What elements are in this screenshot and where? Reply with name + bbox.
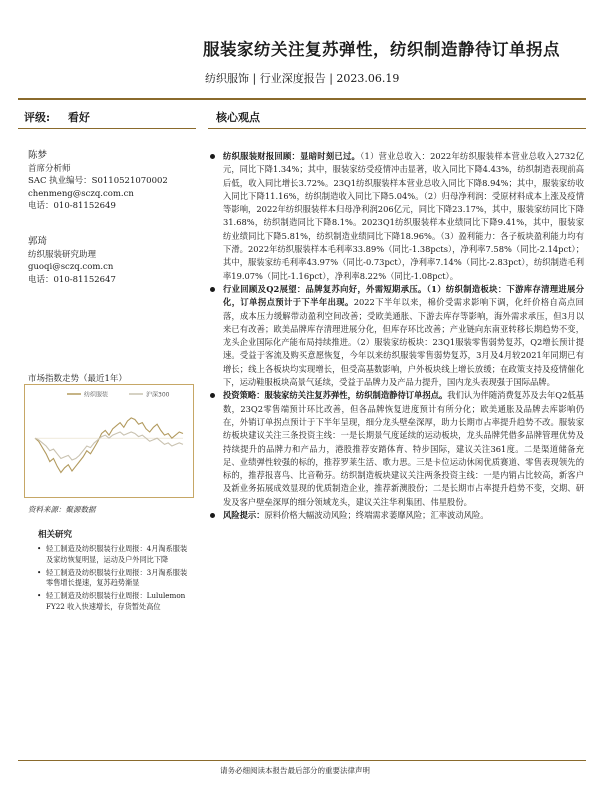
analyst-role: 纺织服装研究助理: [28, 249, 97, 260]
legend-label: 沪深300: [146, 391, 170, 399]
legal-disclaimer: 请务必细阅读本报告最后部分的重要法律声明: [220, 766, 370, 775]
analyst-email[interactable]: guoqi@sczq.com.cn: [28, 262, 114, 273]
rating-value: 看好: [67, 111, 90, 124]
key-point-heading: 行业回顾及Q2展望：品牌复苏向好，外需短期承压。（1）纺织制造板块：下游库存清理进展分化，订单拐点预计于下半年出现。: [223, 283, 584, 308]
analyst-name: 陈梦: [28, 150, 48, 161]
footer-divider: [18, 760, 586, 761]
bullet-icon: [210, 287, 215, 292]
key-point-heading: 投资策略：服装家纺关注复苏弹性，纺织制造静待订单拐点。: [223, 390, 448, 401]
related-research-title: 相关研究: [38, 530, 73, 540]
report-subtitle: 纺织服饰 | 行业深度报告 | 2023.06.19: [205, 72, 400, 85]
related-research-item[interactable]: [24, 568, 192, 590]
bullet-icon: •: [37, 591, 42, 601]
analyst-card: [28, 150, 168, 213]
series-line-2: [35, 432, 183, 460]
core-view-content: [208, 150, 584, 522]
rating-label: 评级:: [24, 111, 51, 124]
analyst-phone: 电话：010-81152649: [28, 201, 116, 212]
related-research-text: 轻工制造及纺织服装行业周报：3月淘系服装零售增长提速，复苏趋势渐显: [46, 567, 188, 588]
bullet-icon: [210, 513, 215, 518]
bullet-icon: [210, 393, 215, 398]
bullet-icon: •: [37, 544, 42, 553]
key-point-body: 2022下半年以来，棉价受需求影响下调，化纤价格自高点回落，成本压力缓解带动盈利空间改善；受欧美通胀、下游去库存等影响，海外需求承压，但3月以来已有改善；欧美品牌库存清理进展分化，但库存环比改善；产业链向东南亚转移长期趋势不变，龙头企业国际化产能布局持续推进。（2）服装家纺板块：23Q1服装零售弱势复苏，Q2增长预计提速。受益于客流及购买意愿恢复，今年以来纺织服装零售弱势复苏，3月及4月较2021年同期已有增长；线上各板块均实现增长，但受高基数影响，户外板块线上增长放缓；在政策支持及疫情催化下，运动鞋服板块高景气延续，受益于品牌力及产品力提升，国内龙头表现强于国际品牌。: [223, 297, 584, 388]
key-point-heading: 风险提示：: [223, 510, 265, 521]
sidebar-divider: [18, 128, 196, 129]
report-title: 服装家纺关注复苏弹性，纺织制造静待订单拐点: [203, 40, 560, 59]
market-index-chart: [24, 384, 194, 498]
legend-label: 纺织服装: [84, 391, 109, 399]
analyst-phone: 电话：010-81152647: [28, 274, 116, 285]
analyst-license: SAC 执业编号：S0110521070002: [28, 176, 168, 187]
analyst-email[interactable]: chenmeng@sczq.com.cn: [28, 188, 134, 199]
chart-canvas: [25, 385, 193, 497]
key-point: [208, 389, 584, 509]
header-divider: [18, 98, 586, 100]
key-point: [208, 283, 584, 389]
key-point-heading: 纺织服装财报回顾：显暗时刻已过。: [223, 151, 361, 161]
key-point-body: 我们认为伴随消费复苏及去年Q2低基数，23Q2零售端预计环比改善，但各品牌恢复进度预计有所分化；欧美通胀及品牌去库影响仍在，外销订单拐点预计于下半年呈现，细分龙头壁垒深厚，助力长期市占率提升趋势不改。服装家纺板块建议关注三条投资主线：一是长期景气度延续的运动板块，龙头品牌凭借多品牌管理优势及持续提升的品牌力和产品力，港股推荐安踏体育、特步国际，建议关注361度。二是渠道储备充足、业绩弹性较强的标的，推荐罗莱生活、歌力思。三是卡位运动休闲优质赛道、零售表现领先的标的，推荐报喜鸟、比音勒芬。纺织制造板块建议关注两条投资主线：一是内销占比较高，新客户及新业务拓展成效显现的优质制造企业，推荐新澳股份；二是长期市占率提升趋势不变，交期、研发及客户壁垒深厚的细分领域龙头，建议关注华利集团、伟星股份。: [223, 390, 584, 507]
related-research-item[interactable]: [24, 591, 192, 613]
key-point: [208, 509, 584, 522]
rating: [24, 109, 90, 125]
chart-title: 市场指数走势（最近1年）: [28, 374, 127, 384]
analyst-role: 首席分析师: [28, 163, 71, 174]
key-point: [208, 150, 584, 283]
bullet-icon: [210, 154, 215, 159]
chart-source: 资料来源：聚源数据: [28, 505, 96, 514]
related-research-list: [24, 544, 192, 615]
related-research-item[interactable]: [24, 544, 192, 566]
related-research-text: 轻工制造及纺织服装行业周报：Lululemon FY22 收入快速增长，存货暂处高位: [46, 591, 186, 611]
key-point-body: 原料价格大幅波动风险；终端需求萎靡风险；汇率波动风险。: [264, 510, 489, 521]
analyst-name: 郭琦: [28, 236, 48, 247]
core-view-title: 核心观点: [216, 111, 260, 124]
bullet-icon: •: [37, 567, 42, 577]
key-point-body: （1）营业总收入：2022年纺织服装样本营业总收入2732亿元，同比下降1.34%；其中，服装家纺受疫情冲击显著，收入同比下降4.43%，纺织制造表现前高后低，收入同比增长3.72%。23Q1纺织服装样本营业总收入同比下降8.94%；其中，服装家纺收入同比下降11.16%，纺织制造收入同比下降5.04%。（2）归母净利润：受原材料成本上涨及疫情等影响，2022年纺织服装样本归母净利润206亿元，同比下降23.17%，其中，服装家纺同比下降31.68%，纺织制造同比下降8.1%。2023Q1纺织服装样本业绩同比下降9.41%，其中，服装家纺业绩同比下降5.81%，纺织制造业绩同比下降18.96%。（3）盈利能力：各子板块盈利能力均有下滑。2022年纺织服装样本毛利率33.89%（同比-1.38pcts），净利率7.58%（同比-2.14pct）；其中，服装家纺毛利率43.97%（同比-0.73pct），净利率7.14%（同比-2.83pct），纺织制造毛利率19.07%（同比-1.16pct），净利率8.22%（同比-1.08pct）。: [223, 151, 584, 281]
core-view-divider: [208, 128, 586, 129]
related-research-text: 轻工制造及纺织服装行业周报：4月淘系服装及家纺恢复明显，运动及户外同比下降: [46, 544, 188, 564]
series-line-1: [35, 418, 183, 473]
analyst-card: [28, 236, 116, 286]
